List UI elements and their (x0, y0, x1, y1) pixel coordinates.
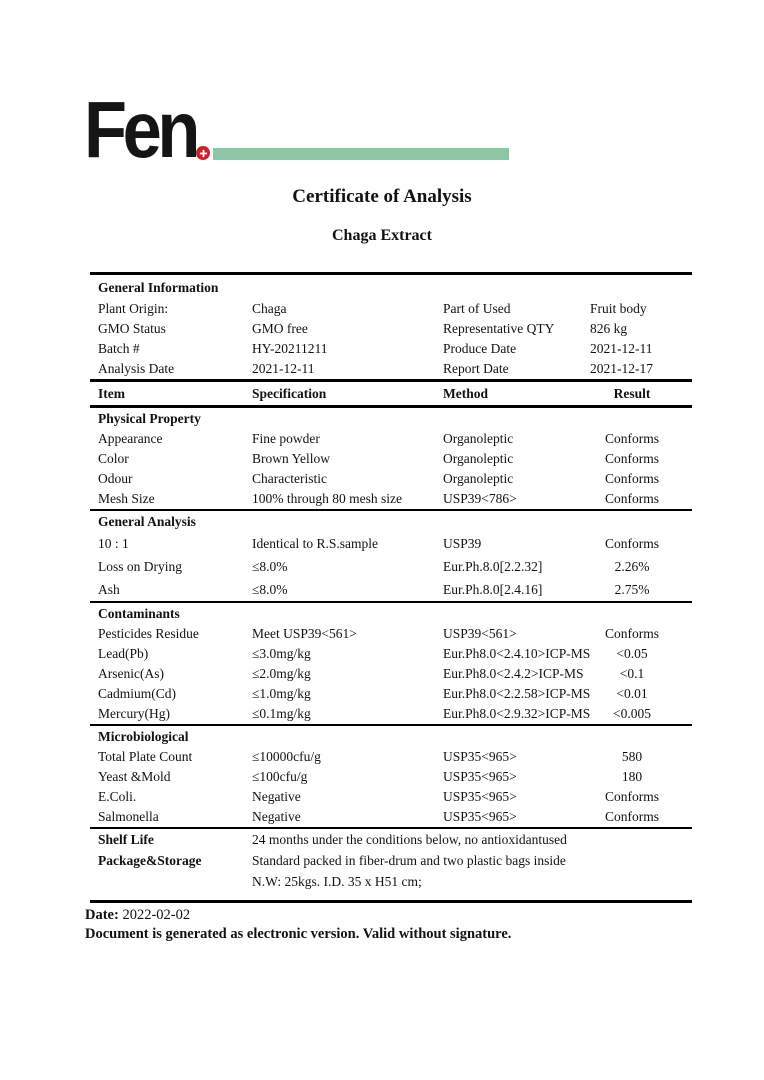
general-info-heading: General Information (98, 280, 219, 295)
table-row (90, 684, 692, 704)
method-cell: Eur.Ph8.0<2.4.2>ICP-MS (443, 666, 584, 681)
item-cell: Mesh Size (98, 491, 155, 506)
general-info-row (90, 299, 692, 319)
table-row (90, 578, 692, 601)
item-cell: Arsenic(As) (98, 666, 164, 681)
result-cell: <0.1 (619, 666, 645, 681)
item-cell: Odour (98, 471, 133, 486)
result-cell: Conforms (605, 451, 659, 466)
spec-cell: Negative (252, 809, 301, 824)
logo-bar (213, 148, 509, 160)
table-row (90, 449, 692, 469)
item-cell: Salmonella (98, 809, 159, 824)
date-label: Date: (85, 907, 119, 923)
table-row (90, 489, 692, 509)
method-cell: Organoleptic (443, 451, 514, 466)
document-title: Certificate of Analysis (292, 186, 472, 207)
spec-cell: Meet USP39<561> (252, 626, 357, 641)
spec-cell: ≤10000cfu/g (252, 749, 321, 764)
item-cell: Yeast &Mold (98, 769, 171, 784)
method-cell: USP35<965> (443, 809, 517, 824)
table-row (90, 555, 692, 578)
info-value: 2021-12-11 (590, 341, 653, 356)
table-section (90, 408, 692, 509)
method-cell: USP35<965> (443, 769, 517, 784)
table-row (90, 704, 692, 724)
result-cell: <0.01 (616, 686, 648, 701)
item-cell: Appearance (98, 431, 163, 446)
table-section (90, 601, 692, 724)
shelf-label (90, 871, 252, 892)
info-label: Representative QTY (443, 321, 555, 336)
logo-text: Fen (84, 85, 196, 174)
table-section (90, 509, 692, 601)
shelf-storage-block (90, 827, 692, 900)
general-info-row (90, 339, 692, 359)
general-info-rows (90, 299, 692, 379)
method-cell: USP39<786> (443, 491, 517, 506)
info-value: 2021-12-11 (252, 361, 315, 376)
info-value: Chaga (252, 301, 287, 316)
info-label: Plant Origin: (98, 301, 169, 316)
info-label: Part of Used (443, 301, 511, 316)
table-row (90, 532, 692, 555)
logo-plus-dot-icon (196, 146, 210, 160)
method-cell: USP39 (443, 536, 482, 551)
column-header: Result (613, 386, 651, 401)
analysis-sections (90, 408, 692, 827)
spec-cell: Fine powder (252, 431, 320, 446)
table-row (90, 469, 692, 489)
item-cell: Mercury(Hg) (98, 706, 170, 721)
spec-cell: ≤0.1mg/kg (252, 706, 311, 721)
shelf-text: 24 months under the conditions below, no antioxidantused (252, 832, 567, 847)
spec-cell: ≤2.0mg/kg (252, 666, 311, 681)
item-cell: E.Coli. (98, 789, 137, 804)
method-cell: Eur.Ph.8.0[2.4.16] (443, 582, 543, 597)
section-heading: General Analysis (98, 514, 196, 529)
method-cell: Eur.Ph8.0<2.2.58>ICP-MS (443, 686, 590, 701)
spec-cell: Characteristic (252, 471, 327, 486)
info-value: 826 kg (590, 321, 628, 336)
footer (85, 906, 511, 944)
result-cell: 2.26% (614, 559, 650, 574)
item-cell: Pesticides Residue (98, 626, 199, 641)
info-label: GMO Status (98, 321, 166, 336)
info-value: 2021-12-17 (590, 361, 653, 376)
shelf-text: Standard packed in fiber-drum and two plastic bags inside (252, 853, 566, 868)
method-cell: Organoleptic (443, 431, 514, 446)
section-heading: Physical Property (98, 411, 201, 426)
table-header-row (90, 379, 692, 408)
method-cell: Eur.Ph8.0<2.9.32>ICP-MS (443, 706, 590, 721)
spec-cell: ≤100cfu/g (252, 769, 308, 784)
column-header: Specification (252, 386, 327, 401)
shelf-label: Shelf Life (98, 832, 154, 847)
spec-cell: ≤8.0% (252, 582, 288, 597)
spec-cell: Negative (252, 789, 301, 804)
table-row (90, 624, 692, 644)
coa-table (90, 272, 692, 903)
shelf-row (90, 871, 692, 892)
table-row (90, 807, 692, 827)
method-cell: USP39<561> (443, 626, 517, 641)
table-row (90, 747, 692, 767)
info-value: Fruit body (590, 301, 647, 316)
item-cell: Cadmium(Cd) (98, 686, 176, 701)
spec-cell: Brown Yellow (252, 451, 331, 466)
table-row (90, 787, 692, 807)
item-cell: 10 : 1 (98, 536, 129, 551)
plus-icon (199, 149, 208, 158)
result-cell: Conforms (605, 789, 659, 804)
method-cell: USP35<965> (443, 749, 517, 764)
item-cell: Total Plate Count (98, 749, 193, 764)
table-row (90, 767, 692, 787)
item-cell: Loss on Drying (98, 559, 182, 574)
item-cell: Color (98, 451, 129, 466)
result-cell: 2.75% (614, 582, 650, 597)
info-value: HY-20211211 (252, 341, 328, 356)
table-row (90, 664, 692, 684)
section-heading: Microbiological (98, 729, 189, 744)
method-cell: Eur.Ph8.0<2.4.10>ICP-MS (443, 646, 590, 661)
result-cell: Conforms (605, 536, 659, 551)
method-cell: USP35<965> (443, 789, 517, 804)
info-value: GMO free (252, 321, 308, 336)
shelf-text: N.W: 25kgs. I.D. 35 x H51 cm; (252, 874, 422, 889)
info-label: Batch # (98, 341, 140, 356)
result-cell: Conforms (605, 431, 659, 446)
result-cell: 180 (621, 769, 643, 784)
date-value: 2022-02-02 (122, 907, 191, 923)
result-cell: 580 (621, 749, 643, 764)
spec-cell: 100% through 80 mesh size (252, 491, 402, 506)
table-section (90, 724, 692, 827)
table-row (90, 644, 692, 664)
general-info-row (90, 319, 692, 339)
column-header: Method (443, 386, 488, 401)
info-label: Produce Date (443, 341, 517, 356)
general-info-row (90, 359, 692, 379)
shelf-label: Package&Storage (98, 853, 202, 868)
shelf-row (90, 850, 692, 871)
product-name: Chaga Extract (332, 227, 432, 244)
item-cell: Ash (98, 582, 120, 597)
info-label: Report Date (443, 361, 509, 376)
method-cell: Organoleptic (443, 471, 514, 486)
result-cell: Conforms (605, 809, 659, 824)
shelf-row (90, 829, 692, 850)
result-cell: <0.05 (616, 646, 648, 661)
result-cell: Conforms (605, 471, 659, 486)
column-header: Item (98, 386, 125, 401)
result-cell: Conforms (605, 626, 659, 641)
info-label: Analysis Date (98, 361, 175, 376)
section-heading: Contaminants (98, 606, 180, 621)
result-cell: Conforms (605, 491, 659, 506)
spec-cell: ≤8.0% (252, 559, 288, 574)
signature-note: Document is generated as electronic version. Valid without signature. (85, 926, 512, 942)
date-line (85, 906, 511, 925)
item-cell: Lead(Pb) (98, 646, 149, 661)
table-row (90, 429, 692, 449)
spec-cell: ≤1.0mg/kg (252, 686, 311, 701)
result-cell: <0.005 (613, 706, 651, 721)
spec-cell: ≤3.0mg/kg (252, 646, 311, 661)
method-cell: Eur.Ph.8.0[2.2.32] (443, 559, 543, 574)
spec-cell: Identical to R.S.sample (252, 536, 378, 551)
